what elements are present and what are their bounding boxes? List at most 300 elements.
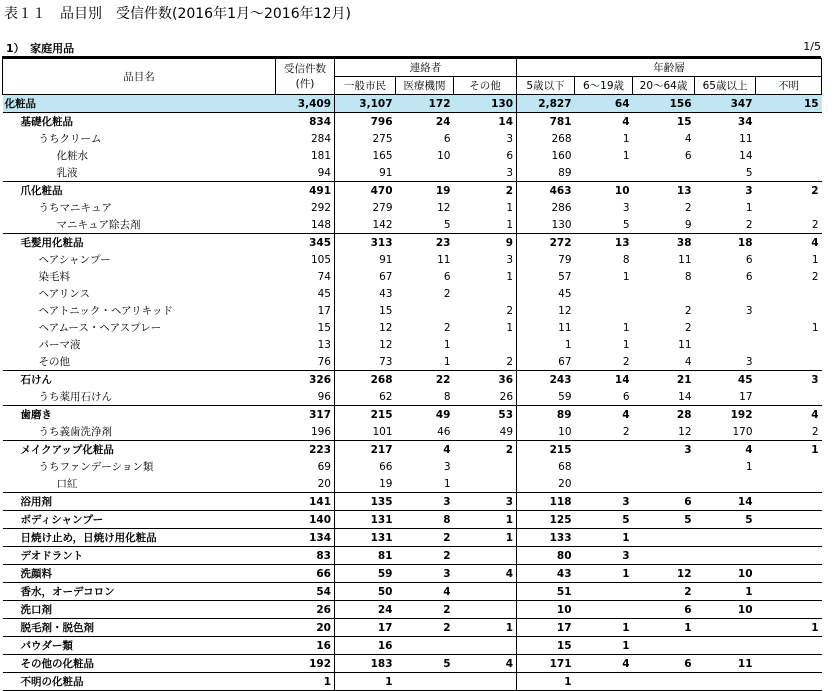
- cell-value: [396, 637, 454, 655]
- cell-value: [575, 458, 633, 475]
- cell-value: 76: [276, 353, 335, 371]
- cell-value: 36: [454, 371, 517, 389]
- cell-value: 8: [443, 390, 451, 403]
- cell-value: 50: [335, 583, 396, 601]
- cell-value: 96: [276, 388, 335, 406]
- cell-value: 172: [396, 95, 454, 113]
- row-item-name: 基礎化粧品: [3, 113, 276, 131]
- cell-value: [396, 302, 454, 319]
- cell-value: 4: [575, 655, 633, 673]
- cell-value: 156: [633, 95, 695, 113]
- cell-value: 26: [276, 601, 335, 619]
- row-item-name: 脱毛剤・脱色剤: [3, 619, 276, 637]
- table-row: [3, 285, 822, 302]
- cell-value: [633, 547, 695, 565]
- cell-value: 4: [454, 655, 517, 673]
- cell-value: 192: [695, 406, 756, 424]
- cell-value: 1: [811, 253, 819, 266]
- cell-value: 23: [396, 234, 454, 252]
- cell-value: 183: [335, 655, 396, 673]
- cell-value: 160: [551, 149, 572, 162]
- cell-value: 286: [551, 201, 572, 214]
- cell-value: 20: [276, 475, 335, 493]
- table-row: [3, 529, 822, 547]
- cell-value: 15: [756, 95, 822, 113]
- header-contact-other: その他: [454, 77, 517, 95]
- row-item-name: 洗顔料: [3, 565, 276, 583]
- cell-value: 170: [732, 425, 753, 438]
- cell-value: 217: [335, 441, 396, 459]
- cell-value: [575, 302, 633, 319]
- cell-value: 1: [454, 619, 517, 637]
- cell-value: 101: [372, 425, 393, 438]
- cell-value: 5: [622, 218, 630, 231]
- cell-value: [454, 547, 517, 565]
- cell-value: 15: [276, 319, 335, 336]
- cell-value: 834: [276, 113, 335, 131]
- cell-value: 133: [517, 529, 575, 547]
- cell-value: 243: [517, 371, 575, 389]
- cell-value: 3: [756, 371, 822, 389]
- table-row: [3, 655, 822, 673]
- cell-value: 69: [276, 458, 335, 475]
- cell-value: 10: [575, 182, 633, 200]
- row-item-name: うち薬用石けん: [38, 390, 112, 403]
- row-item-name: メイクアップ化粧品: [3, 441, 276, 459]
- cell-value: 125: [517, 511, 575, 529]
- table-row: [3, 423, 822, 441]
- cell-value: 1: [454, 529, 517, 547]
- cell-value: 1: [622, 270, 630, 283]
- cell-value: 66: [379, 460, 393, 473]
- table-row: [3, 130, 822, 147]
- header-total-unit: (件): [295, 77, 315, 90]
- cell-value: 6: [443, 270, 451, 283]
- cell-value: 1: [622, 321, 630, 334]
- cell-value: 17: [276, 302, 335, 319]
- cell-value: 20: [558, 477, 572, 490]
- cell-value: 5: [633, 511, 695, 529]
- cell-value: 6: [633, 601, 695, 619]
- cell-value: [633, 529, 695, 547]
- cell-value: 326: [276, 371, 335, 389]
- cell-value: 8: [396, 511, 454, 529]
- cell-value: 4: [454, 565, 517, 583]
- cell-value: 215: [517, 441, 575, 459]
- table-row: [3, 458, 822, 475]
- row-item-name: うちクリーム: [38, 132, 102, 145]
- cell-value: [695, 547, 756, 565]
- cell-value: [633, 475, 695, 493]
- cell-value: 6: [633, 493, 695, 511]
- cell-value: 2: [633, 583, 695, 601]
- cell-value: 3: [454, 130, 517, 147]
- cell-value: [454, 458, 517, 475]
- cell-value: 6: [443, 132, 451, 145]
- row-item-name: 歯磨き: [3, 406, 276, 424]
- cell-value: 34: [695, 113, 756, 131]
- cell-value: 80: [517, 547, 575, 565]
- cell-value: 491: [276, 182, 335, 200]
- cell-value: 10: [517, 601, 575, 619]
- header-age-group: 年齢層: [517, 59, 822, 77]
- header-contact-group: 連絡者: [335, 59, 517, 77]
- cell-value: 1: [443, 355, 451, 368]
- cell-value: 279: [372, 201, 393, 214]
- cell-value: 268: [335, 371, 396, 389]
- cell-value: [454, 285, 517, 302]
- cell-value: 9: [454, 234, 517, 252]
- cell-value: 3: [695, 182, 756, 200]
- cell-value: 2: [454, 353, 517, 371]
- cell-value: 6: [684, 149, 692, 162]
- cell-value: [454, 336, 517, 353]
- cell-value: 171: [517, 655, 575, 673]
- cell-value: 141: [276, 493, 335, 511]
- cell-value: [756, 130, 822, 147]
- table-row: [3, 619, 822, 637]
- cell-value: 12: [633, 565, 695, 583]
- cell-value: 15: [633, 113, 695, 131]
- cell-value: 13: [633, 182, 695, 200]
- cell-value: [756, 529, 822, 547]
- cell-value: [695, 637, 756, 655]
- header-age-0-5: 5歳以下: [517, 77, 575, 95]
- cell-value: 2: [396, 601, 454, 619]
- cell-value: 2: [811, 425, 819, 438]
- cell-value: [454, 637, 517, 655]
- cell-value: 4: [684, 355, 692, 368]
- cell-value: [633, 637, 695, 655]
- table-row: [3, 113, 822, 131]
- cell-value: [756, 583, 822, 601]
- table-row: [3, 268, 822, 285]
- cell-value: 1: [454, 216, 517, 234]
- cell-value: 19: [396, 182, 454, 200]
- cell-value: 17: [739, 390, 753, 403]
- cell-value: 49: [454, 423, 517, 441]
- cell-value: 347: [695, 95, 756, 113]
- cell-value: 38: [633, 234, 695, 252]
- cell-value: 3: [575, 547, 633, 565]
- row-item-name: 染毛料: [38, 270, 70, 283]
- cell-value: 5: [396, 655, 454, 673]
- cell-value: 10: [437, 149, 451, 162]
- row-item-name: 香水，オーデコロン: [3, 583, 276, 601]
- cell-value: 83: [276, 547, 335, 565]
- cell-value: 5: [443, 218, 451, 231]
- cell-value: [633, 458, 695, 475]
- cell-value: 10: [558, 425, 572, 438]
- cell-value: [756, 285, 822, 302]
- cell-value: 2: [454, 441, 517, 459]
- cell-value: 45: [695, 371, 756, 389]
- table-row: [3, 493, 822, 511]
- cell-value: 16: [335, 637, 396, 655]
- table-row: [3, 182, 822, 200]
- cell-value: 24: [396, 113, 454, 131]
- cell-value: 781: [517, 113, 575, 131]
- table-row: [3, 302, 822, 319]
- cell-value: 24: [335, 601, 396, 619]
- cell-value: 10: [695, 601, 756, 619]
- cell-value: 1: [454, 268, 517, 285]
- cell-value: 2: [684, 201, 692, 214]
- cell-value: 17: [517, 619, 575, 637]
- cell-value: [756, 493, 822, 511]
- table-row: [3, 441, 822, 459]
- cell-value: 46: [437, 425, 451, 438]
- cell-value: [756, 336, 822, 353]
- row-item-name: パーマ液: [38, 338, 81, 351]
- table-row: [3, 601, 822, 619]
- row-item-name: 不明の化粧品: [3, 673, 276, 691]
- table-row: [3, 353, 822, 371]
- cell-value: 6: [622, 390, 630, 403]
- cell-value: 18: [695, 234, 756, 252]
- table-row: [3, 147, 822, 164]
- cell-value: 148: [276, 216, 335, 234]
- cell-value: 14: [695, 493, 756, 511]
- cell-value: 1: [745, 460, 753, 473]
- row-item-name: 口紅: [56, 477, 78, 490]
- cell-value: 3: [454, 164, 517, 182]
- cell-value: 3: [396, 493, 454, 511]
- cell-value: 26: [454, 388, 517, 406]
- cell-value: [756, 353, 822, 371]
- cell-value: 5: [745, 166, 753, 179]
- cell-value: [756, 113, 822, 131]
- cell-value: 54: [276, 583, 335, 601]
- cell-value: 22: [396, 371, 454, 389]
- cell-value: 12: [379, 321, 393, 334]
- cell-value: 13: [276, 336, 335, 353]
- cell-value: 796: [335, 113, 396, 131]
- table-row: [3, 406, 822, 424]
- cell-value: 74: [276, 268, 335, 285]
- cell-value: 11: [695, 655, 756, 673]
- cell-value: 3: [745, 304, 753, 317]
- cell-value: 12: [678, 425, 692, 438]
- cell-value: [396, 164, 454, 182]
- cell-value: 192: [276, 655, 335, 673]
- cell-value: 89: [517, 406, 575, 424]
- cell-value: 284: [276, 130, 335, 147]
- cell-value: 1: [335, 673, 396, 691]
- table-row: [3, 565, 822, 583]
- cell-value: 3: [575, 493, 633, 511]
- cell-value: 1: [695, 583, 756, 601]
- cell-value: 28: [633, 406, 695, 424]
- cell-value: 5: [575, 511, 633, 529]
- table-row: [3, 511, 822, 529]
- cell-value: 1: [811, 321, 819, 334]
- cell-value: [695, 285, 756, 302]
- row-item-name: うちファンデーション類: [38, 460, 154, 473]
- cell-value: 49: [396, 406, 454, 424]
- cell-value: 1: [443, 477, 451, 490]
- cell-value: 268: [551, 132, 572, 145]
- cell-value: 12: [437, 201, 451, 214]
- header-age-20-64: 20～64歳: [633, 77, 695, 95]
- table-row: [3, 319, 822, 336]
- cell-value: 4: [575, 406, 633, 424]
- cell-value: 2: [684, 304, 692, 317]
- cell-value: 67: [379, 270, 393, 283]
- cell-value: 3: [396, 565, 454, 583]
- cell-value: 1: [443, 338, 451, 351]
- cell-value: [575, 285, 633, 302]
- cell-value: [756, 147, 822, 164]
- cell-value: [454, 475, 517, 493]
- page-number: 1/5: [803, 40, 821, 53]
- cell-value: 1: [575, 565, 633, 583]
- cell-value: 134: [276, 529, 335, 547]
- cell-value: 181: [276, 147, 335, 164]
- table-row: [3, 583, 822, 601]
- table-row: [3, 388, 822, 406]
- cell-value: [756, 655, 822, 673]
- cell-value: 14: [678, 390, 692, 403]
- cell-value: 81: [335, 547, 396, 565]
- cell-value: [756, 302, 822, 319]
- header-contact-medical: 医療機関: [396, 77, 454, 95]
- cell-value: 2: [396, 547, 454, 565]
- cell-value: 223: [276, 441, 335, 459]
- cell-value: 1: [276, 673, 335, 691]
- row-item-name: ボディシャンプー: [3, 511, 276, 529]
- cell-value: 13: [575, 234, 633, 252]
- table-row: [3, 547, 822, 565]
- cell-value: [695, 319, 756, 336]
- cell-value: [454, 583, 517, 601]
- cell-value: [756, 565, 822, 583]
- cell-value: 12: [379, 338, 393, 351]
- row-item-name: パウダー類: [3, 637, 276, 655]
- cell-value: 14: [739, 149, 753, 162]
- cell-value: 2: [396, 619, 454, 637]
- cell-value: 4: [756, 406, 822, 424]
- cell-value: [575, 601, 633, 619]
- cell-value: 67: [558, 355, 572, 368]
- cell-value: 3: [745, 355, 753, 368]
- cell-value: 2: [684, 321, 692, 334]
- cell-value: 21: [633, 371, 695, 389]
- cell-value: 59: [558, 390, 572, 403]
- cell-value: [756, 199, 822, 216]
- cell-value: 6: [745, 253, 753, 266]
- cell-value: 68: [558, 460, 572, 473]
- cell-value: 8: [684, 270, 692, 283]
- cell-value: 10: [695, 565, 756, 583]
- cell-value: 1: [756, 441, 822, 459]
- cell-value: 470: [335, 182, 396, 200]
- cell-value: 165: [372, 149, 393, 162]
- row-item-name: その他: [38, 355, 70, 368]
- header-total-label: 受信件数: [284, 62, 326, 75]
- cell-value: 196: [276, 423, 335, 441]
- cell-value: 64: [575, 95, 633, 113]
- cell-value: 11: [437, 253, 451, 266]
- cell-value: 66: [276, 565, 335, 583]
- cell-value: 51: [517, 583, 575, 601]
- cell-value: 2,827: [517, 95, 575, 113]
- cell-value: 6: [633, 655, 695, 673]
- cell-value: 4: [396, 583, 454, 601]
- cell-value: 130: [454, 95, 517, 113]
- cell-value: [756, 637, 822, 655]
- row-item-name: うち義歯洗浄剤: [38, 425, 112, 438]
- cell-value: [633, 285, 695, 302]
- cell-value: 3: [443, 460, 451, 473]
- cell-value: [454, 601, 517, 619]
- cell-value: [575, 583, 633, 601]
- cell-value: 272: [517, 234, 575, 252]
- cell-value: 6: [454, 147, 517, 164]
- cell-value: 1: [622, 132, 630, 145]
- cell-value: 131: [335, 511, 396, 529]
- table-row: [3, 199, 822, 216]
- cell-value: 2: [756, 182, 822, 200]
- cell-value: 2: [622, 425, 630, 438]
- cell-value: [756, 164, 822, 182]
- row-item-name: 化粧水: [56, 149, 88, 162]
- cell-value: 11: [678, 338, 692, 351]
- cell-value: 2: [811, 218, 819, 231]
- row-item-name: 毛髪用化粧品: [3, 234, 276, 252]
- table-row: [3, 637, 822, 655]
- cell-value: 19: [379, 477, 393, 490]
- cell-value: [756, 388, 822, 406]
- row-item-name: ヘアムース・ヘアスプレー: [38, 321, 162, 334]
- cell-value: [695, 619, 756, 637]
- cell-value: 15: [517, 637, 575, 655]
- header-item-name: 品目名: [3, 59, 276, 95]
- section-heading: 1） 家庭用品: [6, 42, 75, 55]
- row-item-name: マニキュア除去剤: [56, 218, 141, 231]
- cell-value: 43: [517, 565, 575, 583]
- cell-value: [695, 475, 756, 493]
- complaints-table: [2, 58, 822, 691]
- cell-value: 12: [558, 304, 572, 317]
- cell-value: 4: [695, 441, 756, 459]
- row-item-name: うちマニキュア: [38, 201, 112, 214]
- cell-value: [695, 529, 756, 547]
- cell-value: 317: [276, 406, 335, 424]
- header-age-6-19: 6～19歳: [575, 77, 633, 95]
- cell-value: 140: [276, 511, 335, 529]
- cell-value: 43: [379, 287, 393, 300]
- cell-value: 2: [454, 182, 517, 200]
- cell-value: 11: [739, 132, 753, 145]
- cell-value: 11: [558, 321, 572, 334]
- row-item-name: 爪化粧品: [3, 182, 276, 200]
- cell-value: 1: [622, 338, 630, 351]
- row-item-name: ヘアリンス: [38, 287, 90, 300]
- cell-value: 345: [276, 234, 335, 252]
- cell-value: 3,409: [276, 95, 335, 113]
- cell-value: [756, 547, 822, 565]
- cell-value: 4: [756, 234, 822, 252]
- cell-value: 1: [564, 338, 572, 351]
- cell-value: 4: [396, 441, 454, 459]
- cell-value: 17: [335, 619, 396, 637]
- row-item-name: 石けん: [3, 371, 276, 389]
- cell-value: 62: [379, 390, 393, 403]
- row-item-name: 洗口剤: [3, 601, 276, 619]
- cell-value: 89: [558, 166, 572, 179]
- table-row: [3, 336, 822, 353]
